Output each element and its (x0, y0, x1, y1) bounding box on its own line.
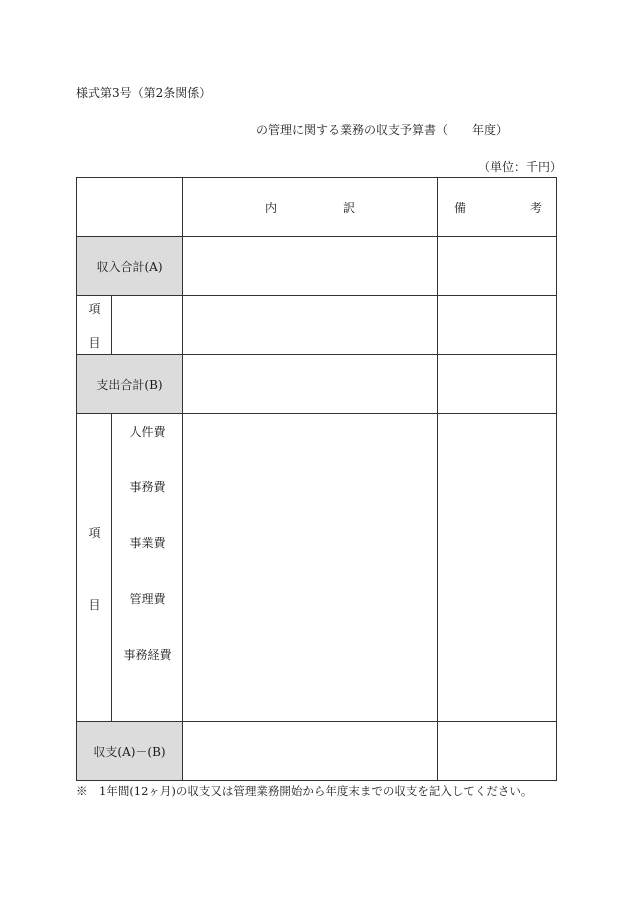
expense-items-remarks-cell[interactable] (438, 414, 557, 722)
expense-total-row (77, 355, 557, 414)
balance-row (77, 722, 557, 781)
remarks-header (438, 178, 557, 237)
breakdown-header-char-2: 訳 (342, 200, 355, 215)
income-item-breakdown-cell[interactable] (183, 296, 438, 355)
header-row (77, 178, 557, 237)
expense-items-list (112, 414, 183, 722)
breakdown-header-char-1: 内 (265, 200, 278, 215)
expense-items-row (77, 414, 557, 722)
expense-total-remarks-cell[interactable] (438, 355, 557, 414)
income-item-label-cell (77, 296, 112, 355)
income-item-name-cell[interactable] (112, 296, 183, 355)
income-item-label-char-2: 目 (88, 336, 101, 350)
remarks-header-char-1: 備 (454, 200, 467, 215)
unit-label: （単位：千円） (478, 160, 563, 174)
footnote: ※ 1年間(12ヶ月)の収支又は管理業務開始から年度末までの収支を記入してください。 (76, 784, 533, 798)
expense-item-label-char-1: 項 (88, 526, 101, 540)
form-number: 様式第3号（第2条関係） (76, 86, 212, 100)
expense-item-label-char-2: 目 (88, 598, 101, 612)
expense-item-personnel: 人件費 (129, 425, 166, 439)
income-total-label: 収入合計(A) (77, 237, 183, 296)
expense-item-office-expenses: 事務経費 (123, 648, 172, 662)
income-total-row (77, 237, 557, 296)
balance-label: 収支(A)－(B) (77, 722, 183, 781)
expense-total-label: 支出合計(B) (77, 355, 183, 414)
expense-items-breakdown-cell[interactable] (183, 414, 438, 722)
income-total-remarks-cell[interactable] (438, 237, 557, 296)
document-title: の管理に関する業務の収支予算書（ 年度） (256, 123, 509, 137)
expense-item-management: 管理費 (129, 592, 166, 606)
balance-breakdown-cell[interactable] (183, 722, 438, 781)
balance-remarks-cell[interactable] (438, 722, 557, 781)
income-item-remarks-cell[interactable] (438, 296, 557, 355)
expense-item-label-cell (77, 414, 112, 722)
breakdown-header (183, 178, 438, 237)
income-item-label-char-1: 項 (88, 302, 101, 316)
budget-table (76, 177, 557, 781)
remarks-header-char-2: 考 (529, 200, 542, 215)
expense-item-office: 事務費 (129, 480, 166, 494)
header-blank-cell (77, 178, 183, 237)
expense-total-breakdown-cell[interactable] (183, 355, 438, 414)
expense-item-project: 事業費 (129, 536, 166, 550)
income-items-row (77, 296, 557, 355)
income-total-breakdown-cell[interactable] (183, 237, 438, 296)
